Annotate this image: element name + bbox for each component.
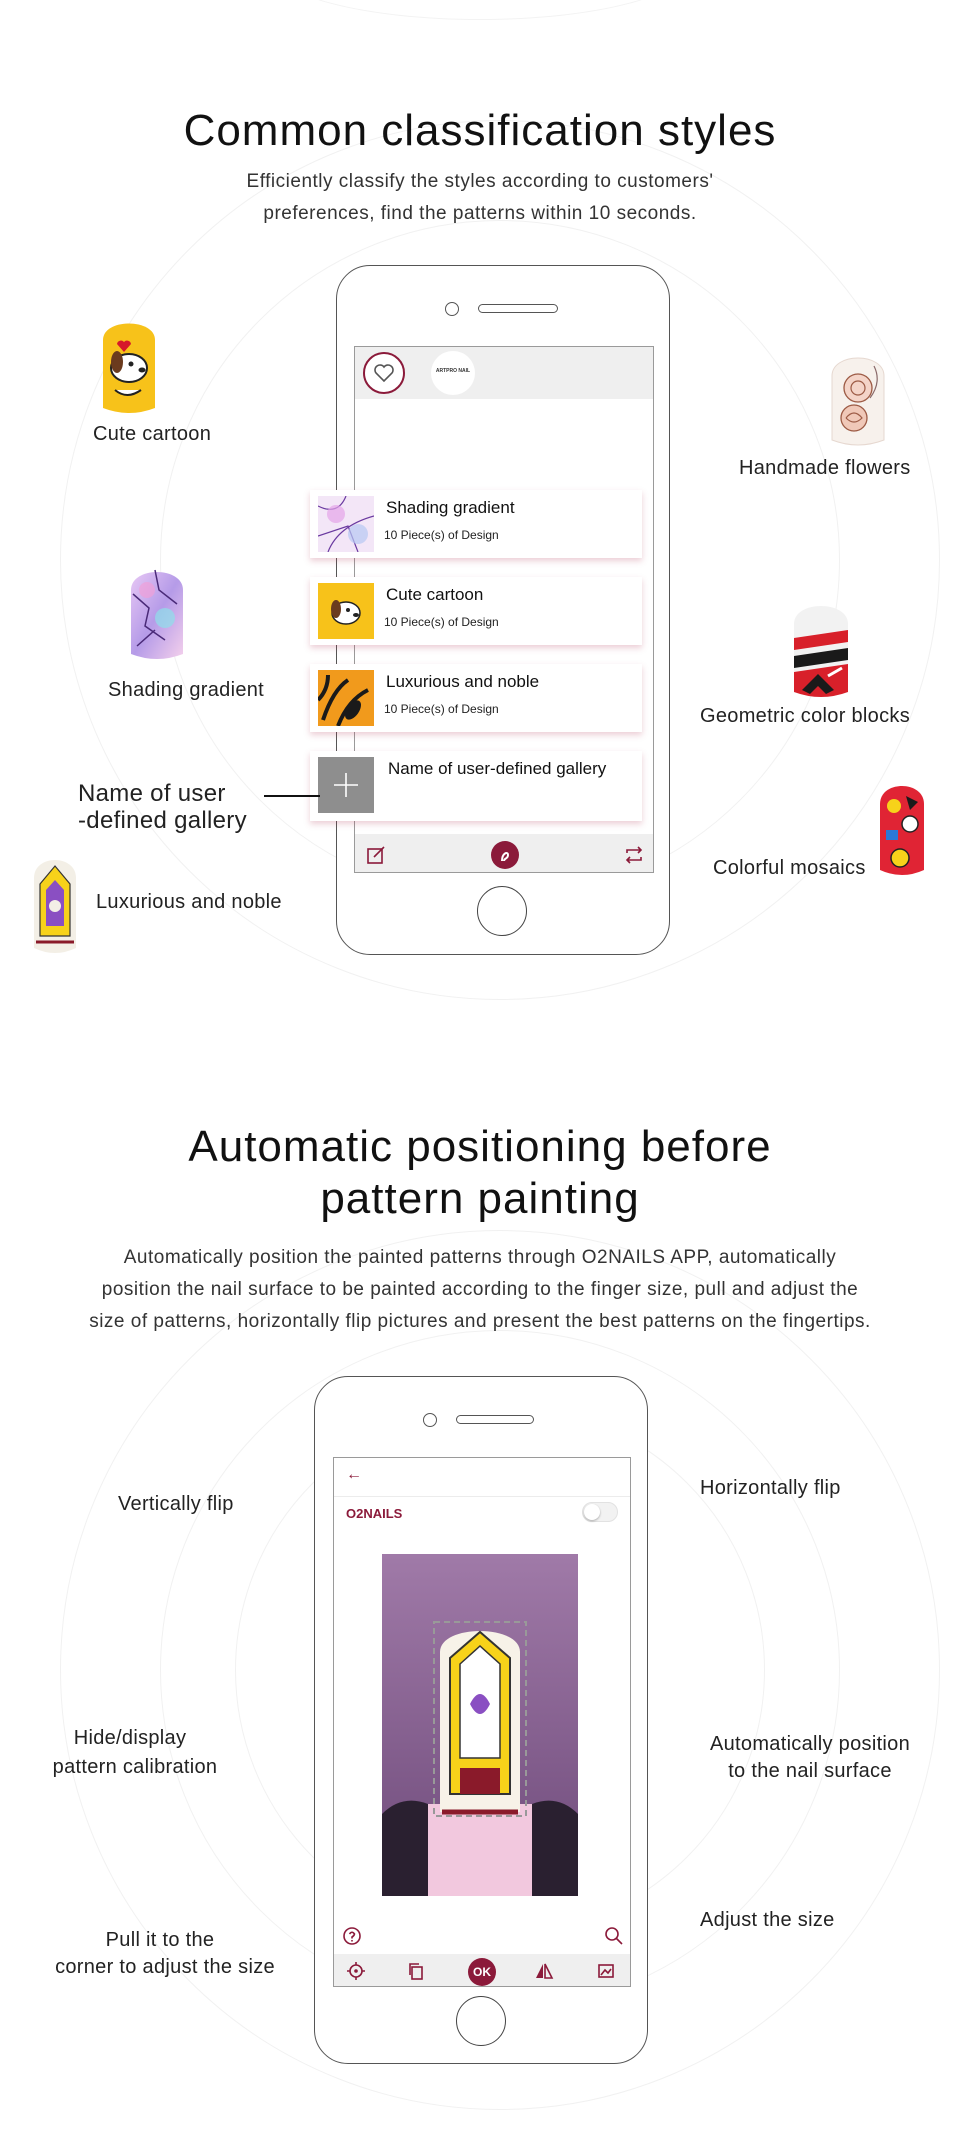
nail-luxurious-noble-image: [30, 850, 80, 958]
label-auto-position-line1: Automatically position: [709, 1733, 911, 1755]
nail-geometric-blocks-image: [788, 594, 854, 702]
zoom-icon[interactable]: [604, 1926, 624, 1946]
ok-button[interactable]: OK: [468, 1958, 496, 1986]
home-tab-button[interactable]: [491, 841, 519, 869]
label-user-gallery-line1: Name of user: [78, 780, 226, 807]
front-camera: [445, 302, 459, 316]
calibration-toggle[interactable]: [582, 1502, 618, 1522]
gallery-card-shading[interactable]: [310, 490, 642, 558]
plus-icon: [318, 757, 374, 813]
label-adjust-size: Adjust the size: [700, 1909, 835, 1931]
gallery-thumb: [318, 496, 374, 552]
label-cute-cartoon: Cute cartoon: [93, 423, 212, 445]
heart-icon: [365, 354, 403, 392]
label-user-gallery-line2: -defined gallery: [78, 807, 247, 834]
nail-cute-cartoon-image: [97, 310, 161, 418]
phone-mockup: [314, 1376, 648, 2064]
label-vertically-flip: Vertically flip: [118, 1493, 234, 1515]
edit-icon[interactable]: [365, 844, 387, 866]
position-target-icon[interactable]: [346, 1961, 366, 1981]
label-handmade-flowers: Handmade flowers: [739, 457, 911, 479]
section2-desc-line2: position the nail surface to be painted according to the finger size, pull and adjust the: [101, 1279, 859, 1300]
gallery-name: Shading gradient: [386, 498, 515, 517]
app-bottom-bar: [355, 834, 654, 873]
section1-subtitle-line2: preferences, find the patterns within 10 seconds.: [263, 203, 697, 224]
front-camera: [423, 1413, 437, 1427]
flip-horizontal-icon[interactable]: [534, 1961, 554, 1981]
label-geometric-color-blocks: Geometric color blocks: [700, 705, 910, 727]
add-gallery-button[interactable]: [318, 757, 374, 813]
brand-logo-text: ARTPRO NAIL: [435, 368, 471, 374]
gallery-thumb: [318, 583, 374, 639]
label-pull-corner-line2: corner to adjust the size: [55, 1956, 275, 1978]
section2-desc-line3: size of patterns, horizontally flip pictures and present the best patterns on the fingertips.: [89, 1311, 871, 1332]
section2-desc-line1: Automatically position the painted patterns through O2NAILS APP, automatically: [123, 1247, 837, 1268]
gallery-name: Luxurious and noble: [386, 672, 540, 691]
section1-title: Common classification styles: [183, 106, 777, 155]
switch-icon[interactable]: [623, 844, 645, 866]
editor-toolbar: [334, 1954, 631, 1987]
gallery-name: Cute cartoon: [386, 585, 484, 604]
brand-logo: [431, 351, 475, 395]
back-button[interactable]: ←: [346, 1466, 362, 1483]
gallery-card-cartoon[interactable]: [310, 577, 642, 645]
speaker-grille: [456, 1415, 534, 1424]
app-brand-name: O2NAILS: [346, 1506, 403, 1521]
gallery-name: Name of user-defined gallery: [388, 759, 607, 778]
gallery-count: 10 Piece(s) of Design: [384, 702, 499, 716]
home-button[interactable]: [456, 1996, 506, 2046]
label-pull-corner-line1: Pull it to the: [105, 1929, 215, 1951]
help-icon[interactable]: [342, 1926, 362, 1946]
section2-title-line1: Automatic positioning before: [188, 1122, 772, 1171]
speaker-grille: [478, 304, 558, 313]
gallery-card-luxurious[interactable]: [310, 664, 642, 732]
phone-screen: [333, 1457, 631, 1987]
nail-colorful-mosaics-image: [876, 776, 928, 880]
nail-shading-gradient-image: [125, 560, 189, 664]
label-shading-gradient: Shading gradient: [108, 679, 265, 701]
section1-subtitle-line1: Efficiently classify the styles according to customers': [246, 171, 714, 192]
nail-logo-icon: [491, 841, 519, 869]
label-horizontally-flip: Horizontally flip: [700, 1477, 841, 1499]
app-header: [355, 347, 654, 399]
image-icon[interactable]: [596, 1961, 616, 1981]
nail-preview-canvas[interactable]: [382, 1554, 578, 1896]
nail-handmade-flowers-image: [826, 346, 890, 450]
section2-title-line2: pattern painting: [320, 1174, 640, 1223]
gallery-thumb: [318, 670, 374, 726]
toggle-knob: [584, 1504, 600, 1520]
callout-line: [264, 795, 320, 797]
gallery-count: 10 Piece(s) of Design: [384, 615, 499, 629]
label-hide-display-line1: Hide/display: [73, 1727, 187, 1749]
label-colorful-mosaics: Colorful mosaics: [713, 857, 866, 879]
label-hide-display-line2: pattern calibration: [52, 1756, 218, 1778]
gallery-card-user-defined[interactable]: [310, 751, 642, 821]
label-luxurious-noble: Luxurious and noble: [96, 891, 282, 913]
header-divider: [334, 1496, 631, 1497]
label-auto-position-line2: to the nail surface: [728, 1760, 892, 1782]
copy-icon[interactable]: [406, 1961, 426, 1981]
gallery-count: 10 Piece(s) of Design: [384, 528, 499, 542]
home-button[interactable]: [477, 886, 527, 936]
favorites-button[interactable]: [363, 352, 405, 394]
